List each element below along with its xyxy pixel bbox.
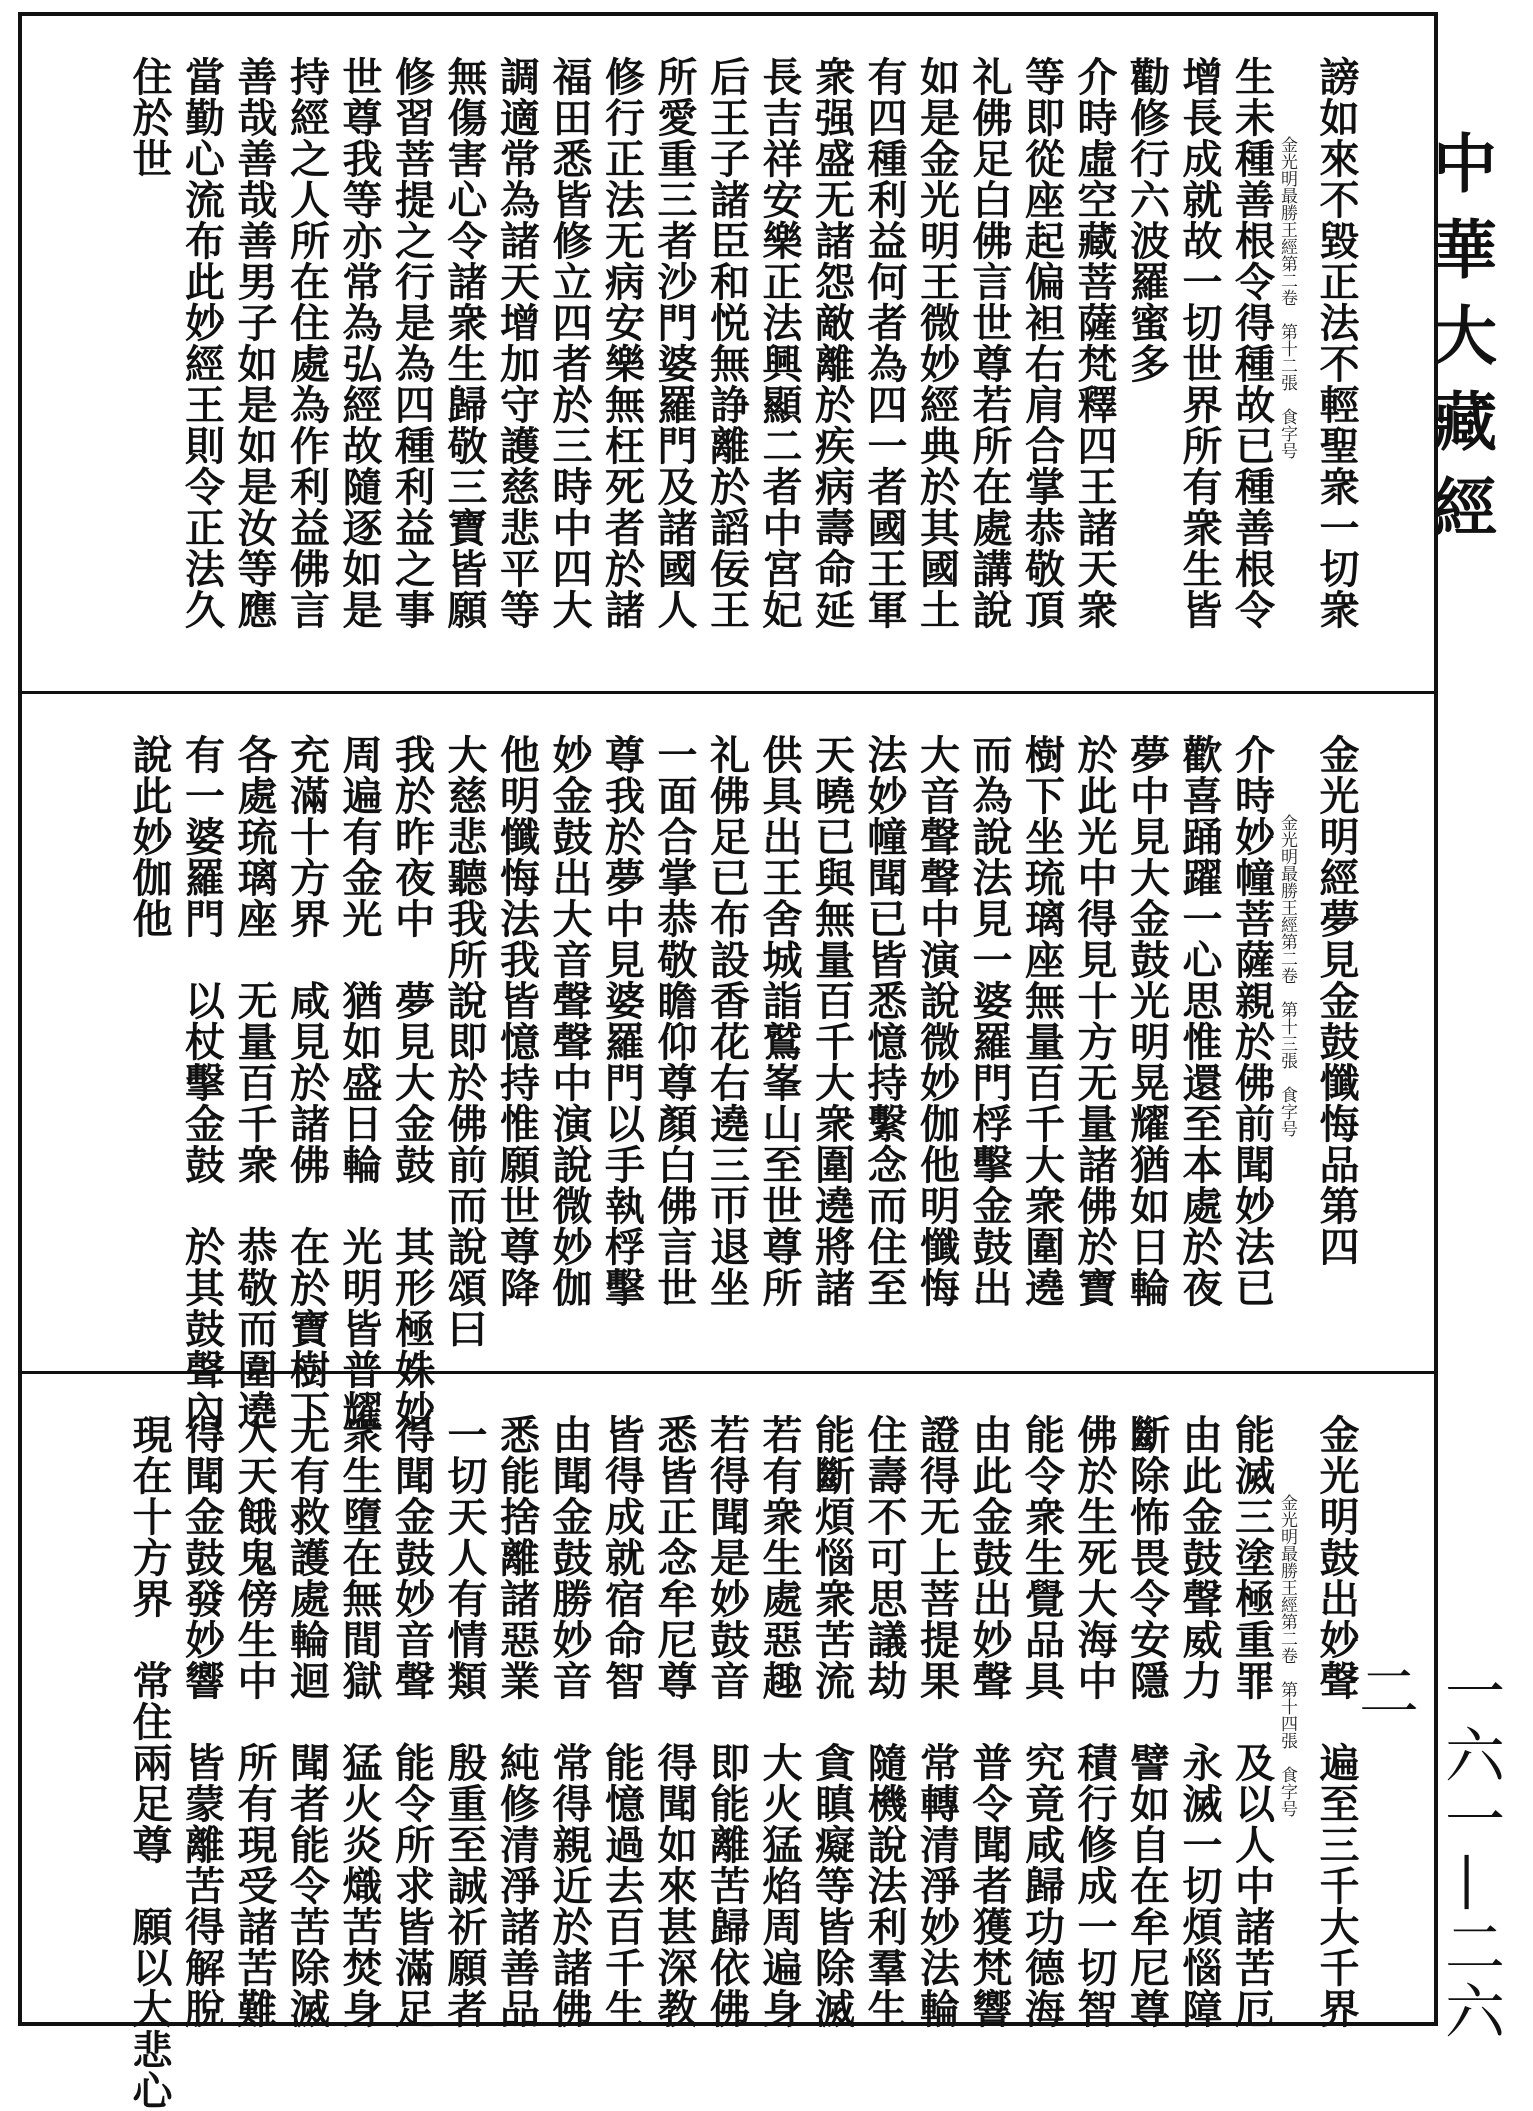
text-column: 由聞金鼓勝妙音 常得親近於諸佛	[546, 1414, 593, 2029]
text-column: 能斷煩惱衆苦流 貪瞋癡等皆除滅	[808, 1414, 856, 2029]
text-panel-3	[22, 1374, 1434, 2111]
text-column: 勸修行六波羅蜜多	[1123, 56, 1171, 384]
text-column: 介時虛空藏菩薩梵釋四王諸天衆	[1071, 56, 1118, 630]
text-column: 后王子諸臣和悦無諍離於謟佞王	[703, 56, 751, 630]
text-column: 尊我於夢中見婆羅門以手執桴擊	[598, 734, 646, 1308]
text-column: 妙金鼓出大音聲聲中演說微妙伽	[546, 734, 593, 1308]
text-panel-2	[22, 694, 1434, 1431]
text-column: 他明懺悔法我皆憶持惟願世尊降	[493, 734, 541, 1308]
text-column: 斷除怖畏令安隱 譬如自在牟尼尊	[1123, 1414, 1171, 2029]
text-column: 若有衆生處惡趣 大火猛焰周遍身	[756, 1414, 803, 2029]
page-number: 一六一—二六二	[1349, 1660, 1505, 2044]
text-column: 悉皆正念牟尼尊 得聞如來甚深教	[651, 1414, 698, 2029]
text-column: 調適常為諸天增加守護慈悲平等	[493, 56, 541, 630]
text-column: 若得聞是妙鼓音 即能離苦歸依佛	[703, 1414, 751, 2029]
text-column: 礼佛足白佛言世尊若所在處講說	[966, 56, 1013, 630]
margin-note: 金光明最勝王經第二卷 第十四張 食字号	[1277, 1494, 1297, 1817]
text-column: 如是金光明王微妙經典於其國土	[913, 56, 961, 630]
text-column: 謗如來不毀正法不輕聖衆一切衆	[1313, 56, 1360, 630]
page-frame	[18, 12, 1438, 2111]
text-column: 供具出王舍城詣鷲峯山至世尊所	[756, 734, 803, 1308]
text-column: 各處琉璃座 无量百千衆 恭敬而圍遶	[231, 734, 278, 1431]
text-column: 能令衆生覺品具 究竟咸歸功德海	[1018, 1414, 1066, 2029]
text-column: 我於昨夜中 夢見大金鼓 其形極姝妙	[388, 734, 436, 1431]
text-column: 於此光中得見十方无量諸佛於寶	[1071, 734, 1118, 1308]
text-column: 增長成就故一切世界所有衆生皆	[1176, 56, 1223, 630]
text-column: 金光明鼓出妙聲 遍至三千大千界	[1313, 1414, 1360, 2029]
text-column: 大慈悲聽我所說即於佛前而說頌曰	[441, 734, 488, 1349]
text-column: 長吉祥安樂正法興顯二者中宮妃	[756, 56, 803, 630]
text-column: 周遍有金光 猶如盛日輪 光明皆普耀	[336, 734, 383, 1431]
text-column: 悉能捨離諸惡業 純修清淨諸善品	[493, 1414, 541, 2029]
text-column: 由此金鼓聲威力 永滅一切煩惱障	[1176, 1414, 1223, 2029]
text-panel-1	[22, 16, 1434, 694]
text-column: 佛於生死大海中 積行修成一切智	[1071, 1414, 1118, 2029]
text-column: 證得无上菩提果 常轉清淨妙法輪	[913, 1414, 961, 2029]
text-column: 天曉已與無量百千大衆圍遶將諸	[808, 734, 856, 1308]
margin-note: 金光明最勝王經第二卷 第十三張 食字号	[1277, 814, 1297, 1137]
text-column: 說此妙伽他	[126, 734, 173, 939]
text-column: 法妙幢聞已皆悉憶持繫念而住至	[861, 734, 908, 1308]
text-column: 住於世	[126, 56, 173, 179]
text-column: 樹下坐琉璃座無量百千大衆圍遶	[1018, 734, 1066, 1308]
text-column: 修習菩提之行是為四種利益之事	[388, 56, 436, 630]
text-column: 衆强盛无諸怨敵離於疾病壽命延	[808, 56, 856, 630]
text-column: 能滅三塗極重罪 及以人中諸苦厄	[1228, 1414, 1276, 2029]
text-column: 衆生墮在無間獄 猛火炎熾苦焚身	[336, 1414, 383, 2029]
text-column: 無傷害心令諸衆生歸敬三寶皆願	[441, 56, 488, 630]
text-column: 皆得成就宿命智 能憶過去百千生	[598, 1414, 646, 2029]
text-column: 修行正法无病安樂無枉死者於諸	[598, 56, 646, 630]
text-column: 得聞金鼓發妙響 皆蒙離苦得解脫	[178, 1414, 226, 2029]
text-column: 礼佛足已布設香花右遶三帀退坐	[703, 734, 751, 1308]
text-column: 夢中見大金鼓光明晃耀猶如日輪	[1123, 734, 1171, 1308]
text-column: 現在十方界 常住兩足尊 願以大悲心	[126, 1414, 173, 2111]
text-column: 善哉善哉善男子如是如是汝等應	[231, 56, 278, 630]
collection-title: 中華大藏經	[1422, 130, 1496, 560]
text-column: 金光明經夢見金鼓懺悔品第四	[1313, 734, 1360, 1267]
text-column: 有四種利益何者為四一者國王軍	[861, 56, 908, 630]
text-column: 得聞金鼓妙音聲 能令所求皆滿足	[388, 1414, 436, 2029]
text-column: 歡喜踊躍一心思惟還至本處於夜	[1176, 734, 1223, 1308]
text-column: 由此金鼓出妙聲 普令聞者獲梵響	[966, 1414, 1013, 2029]
text-column: 充滿十方界 咸見於諸佛 在於寶樹下	[283, 734, 331, 1431]
text-column: 一面合掌恭敬瞻仰尊顏白佛言世	[651, 734, 698, 1308]
text-column: 人天餓鬼傍生中 所有現受諸苦難	[231, 1414, 278, 2029]
text-column: 所愛重三者沙門婆羅門及諸國人	[651, 56, 698, 630]
text-column: 生未種善根令得種故已種善根令	[1228, 56, 1276, 630]
text-column: 无有救護處輪迴 聞者能令苦除滅	[283, 1414, 331, 2029]
text-column: 有一婆羅門 以杖擊金鼓 於其鼓聲內	[178, 734, 226, 1431]
text-column: 等即從座起偏袒右肩合掌恭敬頂	[1018, 56, 1066, 630]
margin-note: 金光明最勝王經第二卷 第十二張 食字号	[1277, 136, 1297, 459]
text-column: 福田悉皆修立四者於三時中四大	[546, 56, 593, 630]
text-column: 世尊我等亦常為弘經故隨逐如是	[336, 56, 383, 630]
text-column: 一切天人有情類 殷重至誠祈願者	[441, 1414, 488, 2029]
text-column: 當勤心流布此妙經王則令正法久	[178, 56, 226, 630]
text-column: 介時妙幢菩薩親於佛前聞妙法已	[1228, 734, 1276, 1308]
text-column: 而為說法見一婆羅門桴擊金鼓出	[966, 734, 1013, 1308]
text-column: 住壽不可思議劫 隨機說法利羣生	[861, 1414, 908, 2029]
text-column: 大音聲聲中演說微妙伽他明懺悔	[913, 734, 961, 1308]
text-column: 持經之人所在住處為作利益佛言	[283, 56, 331, 630]
